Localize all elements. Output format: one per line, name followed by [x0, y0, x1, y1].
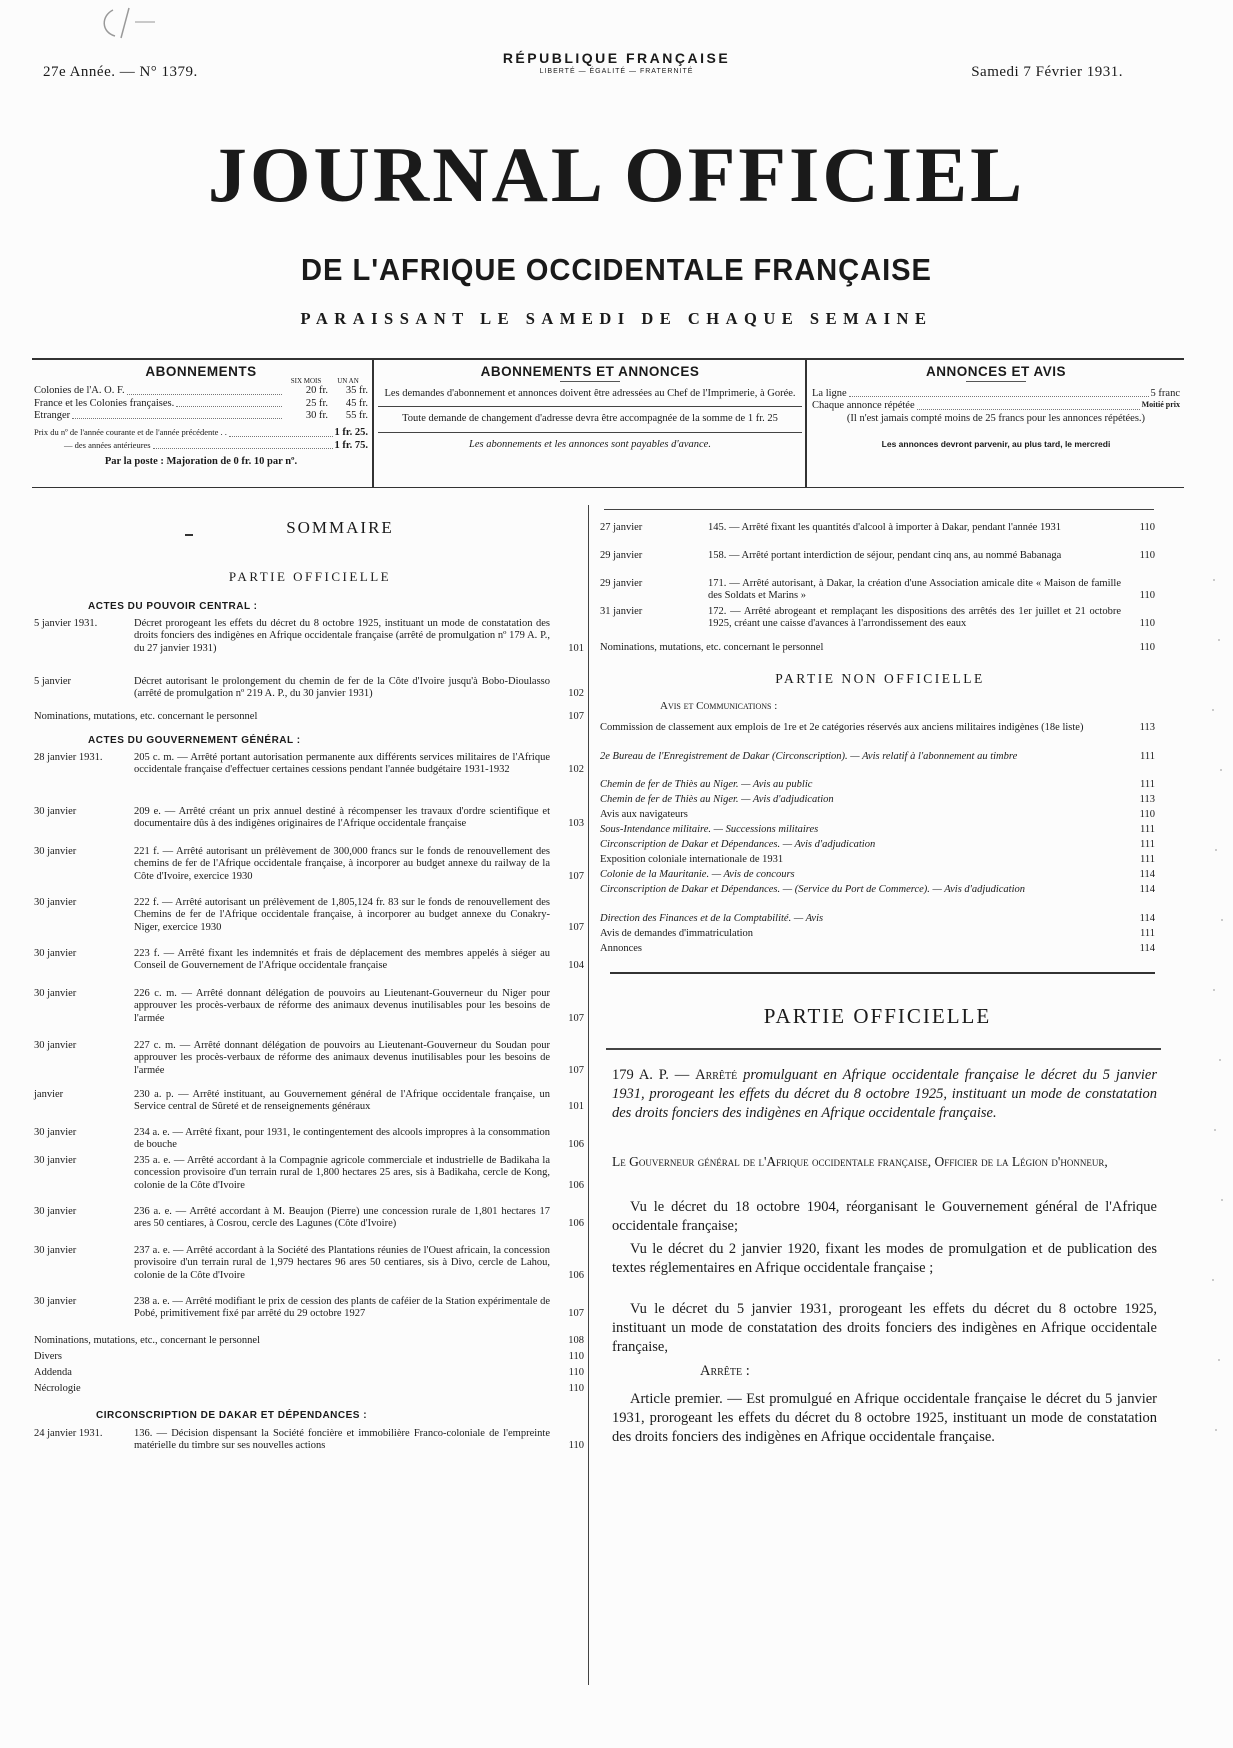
address-note: Les demandes d'abonnement et annonces doivent être adressées au Chef de l'Imprimerie, à Gorée. [384, 388, 796, 399]
toc-entry: janvier 230 a. p. — Arrêté instituant, au Gouvernement général de l'Afrique occidentale française, un Service central de Sûreté et de renseignements généraux 101 [34, 1089, 584, 1113]
price-row: Colonies de l'A. O. F. 20 fr. 35 fr. [34, 385, 368, 397]
toc-entry: Avis aux navigateurs 110 [600, 809, 1155, 820]
partie-non-officielle-label: PARTIE NON OFFICIELLE [775, 671, 985, 686]
toc-entry: 31 janvier 172. — Arrêté abrogeant et remplaçant les dispositions des arrêtés des 1er juillet et 21 octobre 1925, créant une caisse d'avances à l'arrondissement des eaux 110 [600, 606, 1155, 630]
toc-entry: Nominations, mutations, etc. concernant le personnel 107 [34, 711, 584, 722]
toc-entry: 24 janvier 1931. 136. — Décision dispensant la Société foncière et immobilière Franco-coloniale de l'empreinte matérielle du timbre sur ses nouvelles actions 110 [34, 1428, 584, 1452]
toc-entry: 30 janvier 237 a. e. — Arrêté accordant à la Société des Plantations réunies de l'Ouest africain, la concession provisoire d'un terrain rural de 1,979 hectares 96 ares 50 centiares, sis à Divo, cercle de Lahou, colonie de la Côte d'Ivoire 106 [34, 1245, 584, 1281]
price-current: Prix du nº de l'année courante et de l'année précédente . . 1 fr. 25. [34, 427, 368, 439]
toc-entry: Circonscription de Dakar et Dépendances. — (Service du Port de Commerce). — Avis d'adjudication 114 [600, 884, 1155, 895]
abonnements-heading: ABONNEMENTS [145, 364, 257, 379]
repeat-price: Chaque annonce répétée Moitié prix [812, 400, 1180, 412]
actes-central-heading: ACTES DU POUVOIR CENTRAL : [88, 601, 258, 612]
annonces-avis-panel [812, 364, 1180, 449]
toc-entry: 28 janvier 1931. 205 c. m. — Arrêté portant autorisation permanente aux différents services militaires de l'Afrique occidentale française d'effectuer certaines cessions pendant l'année budgétaire 1931-1932 102 [34, 752, 584, 776]
vu-clause: Vu le décret du 5 janvier 1931, prorogeant les effets du décret du 8 octobre 1925, instituant un mode de constatation des droits fonciers des indigènes en Afrique occidentale française, [612, 1301, 1157, 1355]
scan-speckle [1210, 560, 1226, 1460]
heading-underline [966, 381, 1026, 382]
section-rule [606, 1048, 1161, 1050]
toc-entry: 30 janvier 223 f. — Arrêté fixant les indemnités et frais de déplacement des membres appelés à siéger au Conseil de Gouvernement de l'Afrique occidentale française 104 [34, 948, 584, 972]
toc-entry: 30 janvier 236 a. e. — Arrêté accordant à M. Beaujon (Pierre) une concession rurale de 1,801 hectares 17 ares 50 centiares, à Cosrou, cercle des Lagunes (Côte d'Ivoire) 106 [34, 1206, 584, 1230]
toc-entry: Nécrologie 110 [34, 1383, 584, 1394]
price-row: France et les Colonies françaises. 25 fr. 45 fr. [34, 397, 368, 409]
abonnements-panel [34, 364, 368, 469]
sommaire-title: SOMMAIRE [286, 518, 394, 537]
handwritten-mark [95, 6, 165, 40]
article-intro: 179 A. P. — Arrêté promulguant en Afrique occidentale française le décret du 5 janvier 1931, prorogeant les effets du décret du 8 octobre 1925, instituant un mode de constatation des droits fonciers des indigènes en Afrique occidentale française. [612, 1067, 1157, 1121]
masthead-tagline: PARAISSANT LE SAMEDI DE CHAQUE SEMAINE [300, 309, 933, 328]
toc-entry: 30 janvier 221 f. — Arrêté autorisant un prélèvement de 300,000 francs sur le fonds de renouvellement des chemins de fer de l'Afrique occidentale française, à incorporer au budget annexe du railway de la Côte d'Ivoire, exercice 1930 107 [34, 846, 584, 882]
line-price: La ligne 5 franc [812, 388, 1180, 399]
postal-note: Par la poste : Majoration de 0 fr. 10 par nº. [104, 456, 298, 468]
toc-entry: 30 janvier 235 a. e. — Arrêté accordant à la Compagnie agricole commerciale et industrielle de Badikaha la concession provisoire d'un terrain rural de 1,800 hectares 25 ares, sis à Badikaha, cercle de Kong, colonie de la Côte d'Ivoire 106 [34, 1155, 584, 1191]
toc-entry: Nominations, mutations, etc., concernant le personnel 108 [34, 1335, 584, 1346]
toc-entry: 30 janvier 209 e. — Arrêté créant un prix annuel destiné à récompenser les travaux d'ordre scientifique et documentaire dûs à des indigènes originaires de l'Afrique occidentale française 103 [34, 806, 584, 830]
box-divider [805, 358, 807, 488]
annonces-avis-heading: ANNONCES ET AVIS [925, 364, 1066, 379]
toc-entry: 30 janvier 234 a. e. — Arrêté fixant, pour 1931, le contingentement des alcools impropres à la consommation de bouche 106 [34, 1127, 584, 1151]
toc-entry: Exposition coloniale internationale de 1931 111 [600, 854, 1155, 865]
price-row: Etranger 30 fr. 55 fr. [34, 410, 368, 421]
toc-entry: Nominations, mutations, etc. concernant le personnel 110 [600, 642, 1155, 653]
right-top-rule [604, 509, 1154, 510]
toc-entry: Avis de demandes d'immatriculation 111 [600, 928, 1155, 939]
toc-entry: 30 janvier 226 c. m. — Arrêté donnant délégation de pouvoirs au Lieutenant-Gouverneur du Niger pour approuver les procès-verbaux de réforme des animaux devenus inutilisables pour les besoins de l'armée 107 [34, 988, 584, 1024]
column-rule [588, 505, 589, 1685]
price-old: — des années antérieures 1 fr. 75. [64, 439, 368, 451]
toc-entry: Chemin de fer de Thiès au Niger. — Avis au public 111 [600, 779, 1155, 790]
col-six-mois: SIX MOIS [290, 377, 322, 385]
actes-gouvernement-heading: ACTES DU GOUVERNEMENT GÉNÉRAL : [88, 735, 301, 746]
toc-entry: Colonie de la Mauritanie. — Avis de concours 114 [600, 869, 1155, 880]
toc-entry: 29 janvier 171. — Arrêté autorisant, à Dakar, la création d'une Association amicale dite « Maison de famille des Soldats et Marins » 110 [600, 578, 1155, 602]
issue-number: 27e Année. — N° 1379. [43, 64, 198, 80]
masthead-title: JOURNAL OFFICIEL [207, 131, 1026, 218]
toc-entry: 30 janvier 227 c. m. — Arrêté donnant délégation de pouvoirs au Lieutenant-Gouverneur du Soudan pour approuver les procès-verbaux de réforme des animaux devenus inutilisables pour les besoins de l'armée 107 [34, 1040, 584, 1076]
avis-communications-heading: Avis et Communications : [660, 700, 778, 712]
col-un-an: UN AN [337, 377, 359, 385]
toc-entry: Annonces 114 [600, 943, 1155, 954]
divider [378, 406, 802, 407]
toc-entry: Chemin de fer de Thiès au Niger. — Avis d'adjudication 113 [600, 794, 1155, 805]
abonnements-annonces-heading: ABONNEMENTS ET ANNONCES [480, 364, 700, 379]
deadline-note: Les annonces devront parvenir, au plus tard, le mercredi [881, 439, 1111, 450]
box-divider [372, 358, 374, 488]
toc-entry: Direction des Finances et de la Comptabilité. — Avis 114 [600, 913, 1155, 924]
toc-entry: Divers 110 [34, 1351, 584, 1362]
toc-entry: Sous-Intendance militaire. — Successions militaires 111 [600, 824, 1155, 835]
arrete-heading: Arrête : [700, 1363, 750, 1379]
toc-entry: Circonscription de Dakar et Dépendances. — Avis d'adjudication 111 [600, 839, 1155, 850]
toc-entry: 30 janvier 222 f. — Arrêté autorisant un prélèvement de 1,805,124 fr. 83 sur le fonds de renouvellement des Chemins de fer de l'Afrique occidentale française, à incorporer au budget annexe du Conakry-Niger, exercice 1930 107 [34, 897, 584, 933]
republic-motto: LIBERTÉ — ÉGALITÉ — FRATERNITÉ [539, 68, 694, 75]
bullet-mark [185, 534, 193, 536]
issue-date: Samedi 7 Février 1931. [971, 64, 1123, 80]
heading-underline [560, 381, 620, 382]
toc-entry: Commission de classement aux emplois de 1re et 2e catégories réservés aux anciens militaires indigènes (18e liste) 113 [600, 722, 1155, 733]
toc-entry: Addenda 110 [34, 1367, 584, 1378]
article-premier: Article premier. — Est promulgué en Afrique occidentale française le décret du 5 janvier 1931, prorogeant les effets du décret du 8 octobre 1925, instituant un mode de constatation des droits fonciers des indigènes en Afrique occidentale française. [612, 1391, 1157, 1445]
republic-title: RÉPUBLIQUE FRANÇAISE [502, 50, 731, 66]
toc-entry: 29 janvier 158. — Arrêté portant interdiction de séjour, pendant cinq ans, au nommé Babanaga 110 [600, 550, 1155, 561]
vu-clause: Vu le décret du 18 octobre 1904, réorganisant le Gouvernement général de l'Afrique occidentale française; [612, 1199, 1157, 1234]
toc-entry: 5 janvier Décret autorisant le prolongement du chemin de fer de la Côte d'Ivoire jusqu'à Bobo-Dioulasso (arrêté de promulgation nº 219 A. P., du 30 janvier 1931) 102 [34, 676, 584, 700]
minimum-note: (Il n'est jamais compté moins de 25 francs pour les annonces répétées.) [846, 412, 1146, 424]
toc-entry: 30 janvier 238 a. e. — Arrêté modifiant le prix de cession des plants de caféier de la Station expérimentale de Pobé, primitivement fixé par arrêté du 29 octobre 1927 107 [34, 1296, 584, 1320]
change-address-note: Toute demande de changement d'adresse devra être accompagnée de la somme de 1 fr. 25 [402, 413, 778, 425]
toc-entry: 5 janvier 1931. Décret prorogeant les effets du décret du 8 octobre 1925, instituant un mode de constatation des droits fonciers des indigènes en Afrique occidentale française (arrêté de promulgation nº 179 A. P., du 27 janvier 1931) 101 [34, 618, 584, 654]
toc-entry: 27 janvier 145. — Arrêté fixant les quantités d'alcool à importer à Dakar, pendant l'année 1931 110 [600, 522, 1155, 533]
circonscription-heading: CIRCONSCRIPTION DE DAKAR ET DÉPENDANCES : [96, 1410, 368, 1421]
divider [378, 432, 802, 433]
masthead-subtitle: DE L'AFRIQUE OCCIDENTALE FRANÇAISE [301, 252, 932, 287]
partie-officielle-label: PARTIE OFFICIELLE [228, 569, 392, 584]
section-rule [610, 972, 1155, 974]
article-section-heading: PARTIE OFFICIELLE [763, 1004, 992, 1028]
governor-preamble: Le Gouverneur général de l'Afrique occidentale française, Officier de la Légion d'honneur, [612, 1154, 1108, 1169]
payment-note: Les abonnements et les annonces sont payables d'avance. [469, 438, 711, 450]
vu-clause: Vu le décret du 2 janvier 1920, fixant les modes de promulgation et de publication des textes réglementaires en Afrique occidentale française ; [612, 1241, 1157, 1276]
toc-entry: 2e Bureau de l'Enregistrement de Dakar (Circonscription). — Avis relatif à l'abonnement au timbre 111 [600, 751, 1155, 762]
abonnements-annonces-panel [378, 364, 802, 451]
